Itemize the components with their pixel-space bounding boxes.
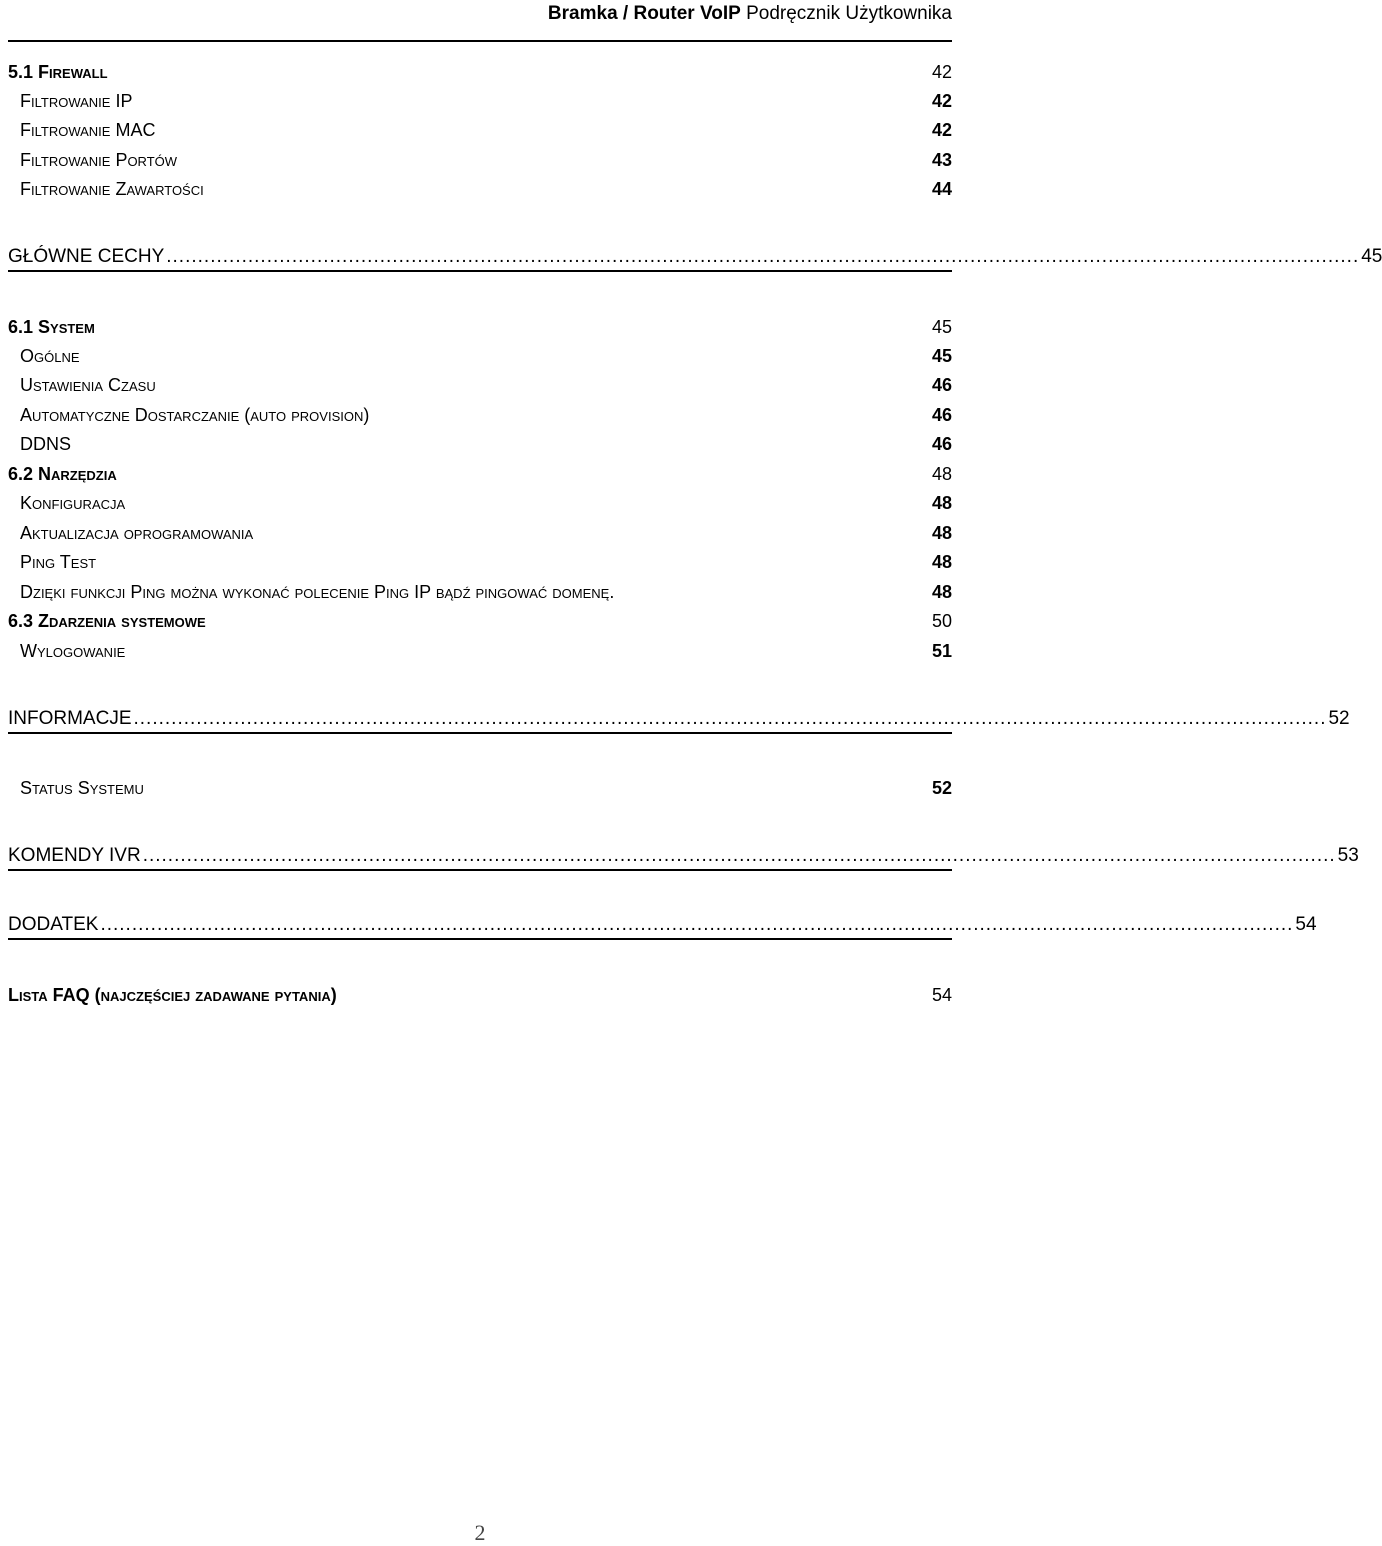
toc-entry-page: 48 bbox=[931, 582, 952, 602]
toc-entry-title: DODATEK bbox=[8, 914, 99, 935]
toc-entry-page: 52 bbox=[1328, 708, 1350, 729]
header-rule bbox=[8, 40, 952, 42]
toc-entry-title: Wylogowanie bbox=[20, 641, 126, 661]
toc-entry-title: 5.1 Firewall bbox=[8, 62, 108, 82]
toc-entry-title: Status Systemu bbox=[20, 778, 144, 798]
toc-leader: .............................................................................................................................................................................................. bbox=[100, 914, 1294, 935]
toc-entry-title: Aktualizacja oprogramowania bbox=[20, 523, 254, 543]
toc-entry[interactable] bbox=[8, 58, 952, 86]
toc-entry-title: Filtrowanie MAC bbox=[20, 120, 156, 140]
toc-entry[interactable] bbox=[20, 578, 952, 606]
header-subtitle: Podręcznik Użytkownika bbox=[746, 3, 952, 24]
toc-entry-title: Konfiguracja bbox=[20, 493, 126, 513]
toc-entry-page: 50 bbox=[931, 611, 952, 631]
toc-leader: .............................................................................................................................................................................................. bbox=[133, 708, 1327, 729]
toc-entry-title: 6.2 Narzędzia bbox=[8, 464, 117, 484]
toc-entry-page: 42 bbox=[931, 91, 952, 111]
toc-entry-page: 48 bbox=[931, 493, 952, 513]
toc-entry-title: DDNS bbox=[20, 434, 72, 454]
toc-entry-title: Filtrowanie Zawartości bbox=[20, 179, 204, 199]
toc-entry[interactable] bbox=[8, 981, 952, 1009]
toc-entry[interactable] bbox=[20, 774, 952, 802]
toc-chapter[interactable] bbox=[8, 912, 1317, 940]
toc-entry-title: Lista FAQ (najczęściej zadawane pytania) bbox=[8, 985, 337, 1005]
toc-entry-page: 53 bbox=[1337, 845, 1359, 866]
header-title: Bramka / Router VoIP bbox=[547, 3, 741, 24]
toc-entry-title: Ustawienia Czasu bbox=[20, 375, 156, 395]
toc-entry[interactable] bbox=[20, 146, 952, 174]
toc-entry[interactable] bbox=[20, 489, 952, 517]
running-header bbox=[0, 0, 952, 28]
toc-entry[interactable] bbox=[20, 519, 952, 547]
toc-entry[interactable] bbox=[20, 371, 952, 399]
toc-entry[interactable] bbox=[20, 87, 952, 115]
toc-entry-page: 48 bbox=[931, 523, 952, 543]
toc-entry[interactable] bbox=[8, 607, 952, 635]
toc-entry-page: 46 bbox=[931, 375, 952, 395]
toc-entry-page: 51 bbox=[931, 641, 952, 661]
toc-entry-title: 6.1 System bbox=[8, 317, 95, 337]
toc-entry-page: 54 bbox=[1295, 914, 1317, 935]
toc-entry-page: 43 bbox=[931, 150, 952, 170]
toc-entry[interactable] bbox=[20, 175, 952, 203]
toc-entry-title: 6.3 Zdarzenia systemowe bbox=[8, 611, 206, 631]
toc-entry-page: 42 bbox=[931, 62, 952, 82]
toc-entry-title: Automatyczne Dostarczanie (auto provision) bbox=[20, 405, 370, 425]
toc-chapter[interactable] bbox=[8, 706, 1350, 734]
toc-chapter[interactable] bbox=[8, 244, 1382, 272]
toc-entry-page: 42 bbox=[931, 120, 952, 140]
toc-entry-title: Ping Test bbox=[20, 552, 97, 572]
page-number: 2 bbox=[474, 1520, 486, 1545]
toc-entry[interactable] bbox=[20, 430, 952, 458]
toc-entry-page: 46 bbox=[931, 434, 952, 454]
toc-entry[interactable] bbox=[20, 401, 952, 429]
toc-entry-title: Ogólne bbox=[20, 346, 80, 366]
toc-entry-page: 45 bbox=[931, 317, 952, 337]
toc-entry-title: KOMENDY IVR bbox=[8, 845, 141, 866]
toc-entry[interactable] bbox=[20, 342, 952, 370]
toc-entry-title: Filtrowanie IP bbox=[20, 91, 133, 111]
toc-entry[interactable] bbox=[8, 460, 952, 488]
toc-entry-title: Dzięki funkcji Ping można wykonać polecenie Ping IP bądź pingować domenę. bbox=[20, 582, 615, 602]
toc-chapter[interactable] bbox=[8, 843, 1359, 871]
toc-entry-page: 48 bbox=[931, 464, 952, 484]
toc-leader: .............................................................................................................................................................................................. bbox=[142, 845, 1336, 866]
toc-leader: .............................................................................................................................................................................................. bbox=[166, 246, 1360, 267]
toc-entry-page: 45 bbox=[931, 346, 952, 366]
toc-entry[interactable] bbox=[20, 116, 952, 144]
toc-entry-page: 46 bbox=[931, 405, 952, 425]
toc-entry[interactable] bbox=[20, 548, 952, 576]
toc-entry-page: 45 bbox=[1361, 246, 1382, 267]
toc-entry-page: 52 bbox=[931, 778, 952, 798]
toc-entry-title: GŁÓWNE CECHY bbox=[8, 246, 165, 267]
toc-entry-page: 44 bbox=[931, 179, 952, 199]
toc-entry-page: 48 bbox=[931, 552, 952, 572]
toc-entry-title: INFORMACJE bbox=[8, 708, 132, 729]
toc-entry-page: 54 bbox=[931, 985, 952, 1005]
toc-entry[interactable] bbox=[8, 313, 952, 341]
toc-entry[interactable] bbox=[20, 637, 952, 665]
toc-entry-title: Filtrowanie Portów bbox=[20, 150, 178, 170]
